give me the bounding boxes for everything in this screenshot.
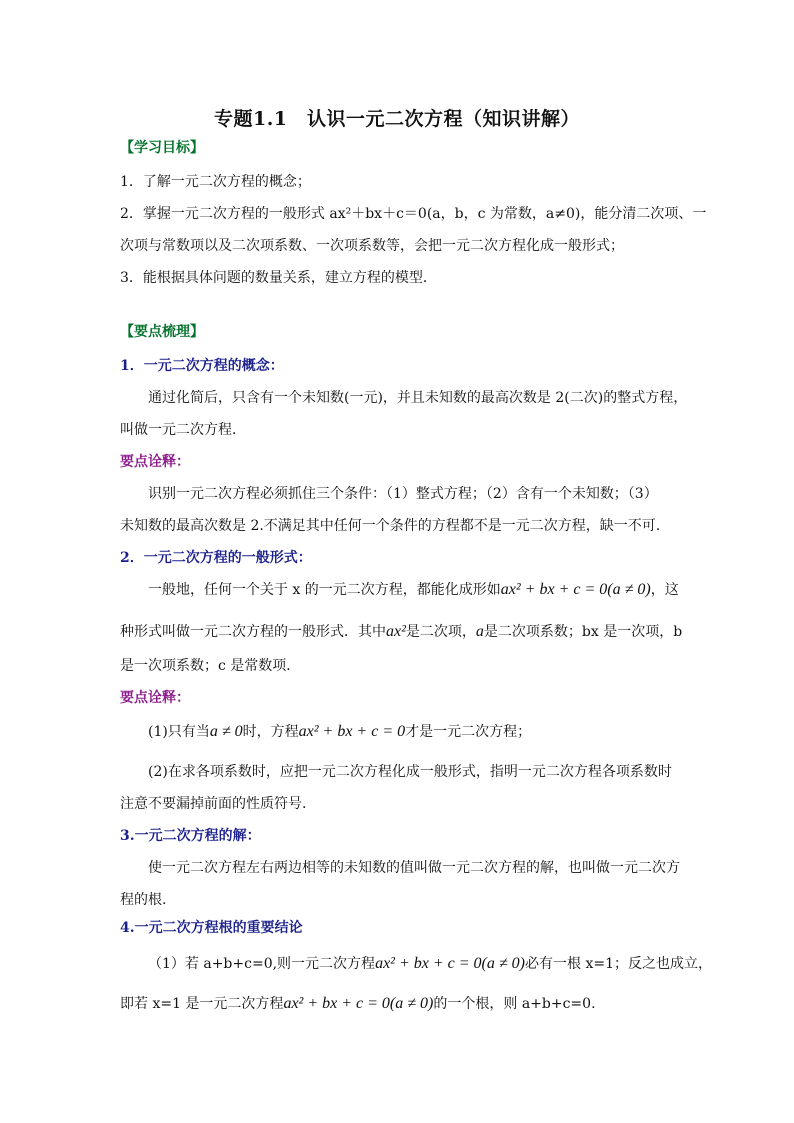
s2-n1-text-a: (1)只有当 [148, 724, 210, 740]
goal-item-1: 1．了解一元二次方程的概念； [120, 174, 311, 190]
s4-equation-formula-2: ax² + bx + c = 0(a ≠ 0) [283, 995, 434, 1012]
s2-n1-text-c: 才是一元二次方程； [405, 724, 532, 740]
section-2-note-label: 要点诠释： [120, 690, 190, 706]
section-3-heading: 3.一元二次方程的解： [120, 828, 261, 844]
s2-l1-text-b: ，这 [650, 582, 679, 598]
equation-formula: ax² + bx + c = 0 [298, 723, 406, 740]
general-form-formula: ax² + bx + c = 0(a ≠ 0) [500, 581, 651, 598]
goals-header: 【学习目标】 [120, 140, 204, 156]
section-1-text-1: 通过化简后，只含有一个未知数(一元)，并且未知数的最高次数是 2(二次)的整式方程， [148, 390, 688, 406]
a-nonzero-formula: a ≠ 0 [209, 723, 243, 740]
section-4-line-1 [148, 954, 712, 974]
section-2-line-1 [148, 580, 708, 600]
section-3-text-1: 使一元二次方程左右两边相等的未知数的值叫做一元二次方程的解，也叫做一元二次方 [148, 860, 680, 876]
goal-item-3: 3．能根据具体问题的数量关系，建立方程的模型． [120, 270, 437, 286]
section-3-text-2: 程的根. [120, 892, 167, 908]
s2-l2-text-c: 是二次项系数；bx 是一次项，b [483, 624, 683, 640]
s4-equation-formula-1: ax² + bx + c = 0(a ≠ 0) [375, 955, 525, 972]
coefficient-a-formula: a [475, 623, 484, 640]
s2-l2-text-b: 是二次项， [405, 624, 476, 640]
section-2-line-3: 是一次项系数；c 是常数项． [120, 658, 301, 674]
section-1-heading: 1．一元二次方程的概念： [120, 358, 284, 374]
goal-item-2: 2．掌握一元二次方程的一般形式 ax²＋bx＋c＝0(a，b，c 为常数，a≠0)，能分清二次项、一 [120, 206, 707, 222]
section-1-text-2: 叫做一元二次方程． [120, 422, 246, 438]
section-1-note-2: 未知数的最高次数是 2.不满足其中任何一个条件的方程都不是一元二次方程，缺一不可. [120, 518, 661, 534]
section-2-heading: 2．一元二次方程的一般形式： [120, 550, 312, 566]
s4-l2-text-b: 的一个根，则 a+b+c=0. [433, 996, 596, 1012]
section-4-line-2 [120, 994, 680, 1014]
goal-item-2-cont: 次项与常数项以及二次项系数、一次项系数等，会把一元二次方程化成一般形式； [120, 238, 624, 254]
section-2-note-2: (2)在求各项系数时，应把一元二次方程化成一般形式，指明一元二次方程各项系数时 [148, 764, 672, 780]
page-title: 专题1.1 认识一元二次方程（知识讲解） [213, 108, 581, 130]
quadratic-term-formula: ax² [386, 623, 406, 640]
s4-l1-text-a: （1）若 a+b+c=0,则一元二次方程 [148, 956, 376, 972]
section-4-heading: 4.一元二次方程根的重要结论 [120, 920, 303, 936]
section-2-note-2-cont: 注意不要漏掉前面的性质符号. [120, 796, 307, 812]
section-1-note-1: 识别一元二次方程必须抓住三个条件：（1）整式方程；（2）含有一个未知数；（3） [148, 486, 658, 502]
s2-l1-text-a: 一般地，任何一个关于 x 的一元二次方程，都能化成形如 [148, 582, 501, 598]
section-2-line-2 [120, 622, 683, 642]
s2-n1-text-b: 时，方程 [242, 724, 299, 740]
section-2-note-1 [148, 722, 708, 742]
points-header: 【要点梳理】 [120, 324, 204, 340]
s4-l1-text-b: 必有一根 x=1；反之也成立， [525, 956, 712, 972]
s2-l2-text-a: 种形式叫做一元二次方程的一般形式．其中 [120, 624, 386, 640]
section-1-note-label: 要点诠释： [120, 454, 190, 470]
s4-l2-text-a: 即若 x=1 是一元二次方程 [120, 996, 284, 1012]
